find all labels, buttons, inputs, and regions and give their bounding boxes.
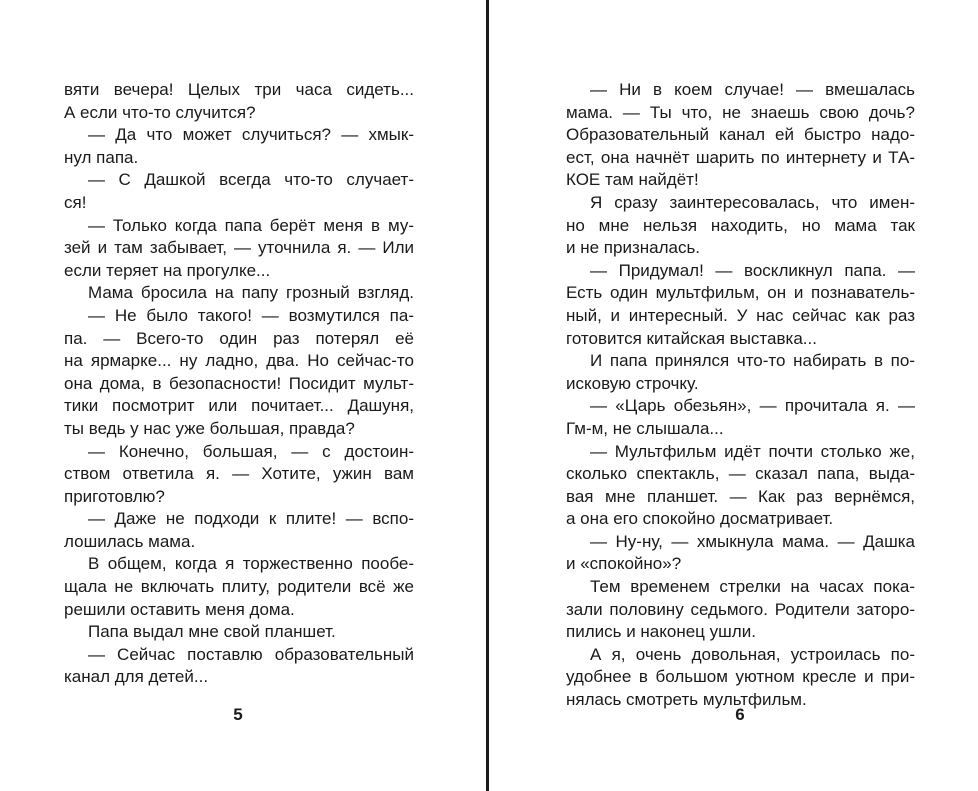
text-line: готовится китайская выставка... <box>566 328 817 348</box>
text-line: — Ни в коем случае! — вмешалась <box>590 80 915 99</box>
text-line: — Да что может случиться? — хмык- <box>88 125 414 145</box>
text-line: А я, очень довольная, устроилась по- <box>590 644 915 664</box>
text-line: ся! <box>64 192 87 212</box>
text-line: — Мультфильм идёт почти столько же, <box>590 441 915 461</box>
text-line: Тем временем стрелки на часах пока- <box>590 577 915 597</box>
text-line: В общем, когда я торжественно пообе- <box>88 554 414 574</box>
right-page-text <box>566 79 915 712</box>
text-line: — Сейчас поставлю образовательный <box>88 644 414 664</box>
text-line: ты ведь у нас уже большая, правда? <box>64 418 355 438</box>
text-line: Гм-м, не слышала... <box>566 418 724 438</box>
text-line: И папа принялся что-то набирать в по- <box>590 351 915 371</box>
text-line: если теряет на прогулке... <box>64 260 271 280</box>
text-line: А если что-то случится? <box>64 102 256 122</box>
text-line: пились и наконец ушли. <box>566 622 756 642</box>
text-line: нялась смотреть мультфильм. <box>566 690 807 710</box>
text-line: — Не было такого! — возмутился па- <box>88 305 414 325</box>
text-line: ест, она начнёт шарить по интернету и ТА- <box>566 147 915 167</box>
text-line: — Даже не подходи к плите! — вспо- <box>88 509 414 529</box>
text-line: ный, и интересный. У нас сейчас как раз <box>566 305 915 325</box>
text-line: канал для детей... <box>64 667 209 687</box>
text-line: сколько спектакль, — сказал папа, выда- <box>566 464 915 484</box>
text-line: зали половину седьмого. Родители заторо- <box>566 599 915 619</box>
left-page-text <box>64 79 414 689</box>
text-line: но мне нельзя находить, но мама так <box>566 215 915 235</box>
text-line: приготовлю? <box>64 486 165 506</box>
right-page-number: 6 <box>735 705 745 724</box>
text-line: вяти вечера! Целых три часа сидеть... <box>64 80 414 99</box>
text-line: зей и там забывает, — уточнила я. — Или <box>64 238 414 258</box>
text-line: решили оставить меня дома. <box>64 599 295 619</box>
text-line: Папа выдал мне свой планшет. <box>88 622 336 642</box>
text-line: — Придумал! — воскликнул папа. — <box>590 260 915 280</box>
left-page <box>0 0 487 791</box>
text-line: а она его спокойно досматривает. <box>566 509 834 529</box>
text-line: тики посмотрит или почитает... Дашуня, <box>64 396 414 416</box>
text-line: на ярмарке... ну ладно, два. Но сейчас-то <box>64 351 414 371</box>
text-line: и «спокойно»? <box>566 554 682 574</box>
text-line: она дома, в безопасности! Посидит мульт- <box>64 373 414 393</box>
text-line: Образовательный канал ей быстро надо- <box>566 125 915 145</box>
text-line: Я сразу заинтересовалась, что имен- <box>590 192 915 212</box>
text-line: исковую строчку. <box>566 373 699 393</box>
text-line: — Ну-ну, — хмыкнула мама. — Дашка <box>590 531 915 551</box>
text-line: — Только когда папа берёт меня в му- <box>88 215 414 235</box>
text-line: — «Царь обезьян», — прочитала я. — <box>590 396 915 416</box>
text-line: лошилась мама. <box>64 531 196 551</box>
text-line: мама. — Ты что, не знаешь свою дочь? <box>566 102 915 122</box>
text-line: и не призналась. <box>566 238 701 258</box>
text-line: — С Дашкой всегда что-то случает- <box>88 170 414 190</box>
text-line: вая мне планшет. — Как раз вернёмся, <box>566 486 915 506</box>
text-line: — Конечно, большая, — с достоин- <box>88 441 414 461</box>
text-line: ством ответила я. — Хотите, ужин вам <box>64 464 414 484</box>
text-line: КОЕ там найдёт! <box>566 170 699 190</box>
text-line: па. — Всего-то один раз потерял её <box>64 328 414 348</box>
left-page-number: 5 <box>233 705 243 724</box>
text-line: нул папа. <box>64 147 139 167</box>
text-line: Мама бросила на папу грозный взгляд. <box>88 283 414 303</box>
right-page <box>490 0 978 791</box>
text-line: щала не включать плиту, родители всё же <box>64 577 414 597</box>
book-spine-divider <box>486 0 489 791</box>
text-line: Есть один мультфильм, он и познаватель- <box>566 283 915 303</box>
text-line: удобнее в большом уютном кресле и при- <box>566 667 915 687</box>
